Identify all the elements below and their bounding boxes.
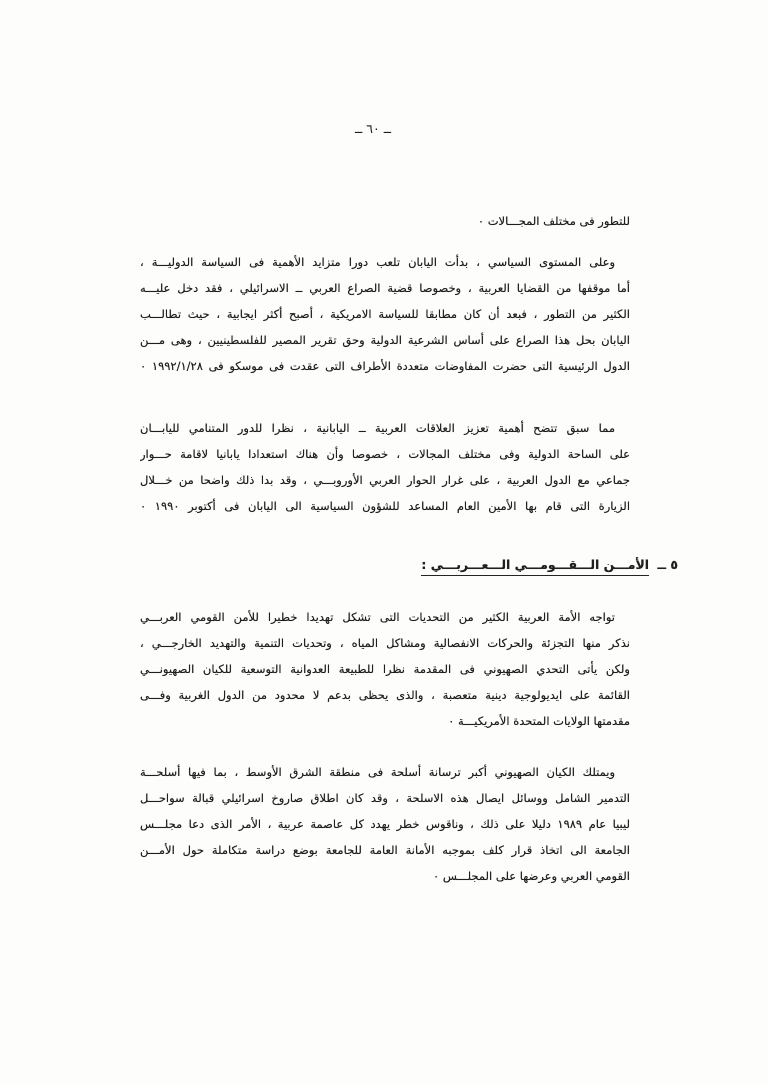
page-body — [140, 208, 678, 889]
section-number: ٥ ــ — [657, 557, 678, 572]
text-line: اليابان بحل هذا الصراع على أساس الشرعية الدولية وحق تقرير المصير للفلسطينيين ، وهى مـــن — [140, 333, 630, 347]
text-line: أما موقفها من القضايا العربية ، وخصوصا قضية الصراع العربي ــ الاسرائيلي ، فقد دخل عليـــه — [140, 281, 630, 295]
text-line: ويمتلك الكيان الصهيوني أكبر ترسانة أسلحة فى منطقة الشرق الأوسط ، بما فيها أسلحـــة — [140, 765, 615, 779]
text-line: ولكن يأتى التحدي الصهيوني فى المقدمة نظرا للطبيعة العدوانية التوسعية للكيان الصهيونـــي — [140, 662, 630, 676]
text-line: الكثير من التطور ، فبعد أن كان مطابقا للسياسة الامريكية ، أصبح أكثر ايجابية ، حيث تطالـــب — [140, 307, 630, 321]
text-line: وعلى المستوى السياسي ، بدأت اليابان تلعب دورا متزايد الأهمية فى السياسة الدوليـــة ، — [140, 255, 615, 269]
section-title: الأمـــن الـــقـــومـــي الـــعـــربـــي : — [421, 557, 649, 576]
paragraph — [140, 604, 630, 734]
page-number: ــ ٦٠ ــ — [354, 121, 392, 136]
text-line: القومي العربي وعرضها على المجلـــس ٠ — [433, 869, 630, 883]
text-line: جماعي مع الدول العربية ، على غرار الحوار العربي الأوروبـــي ، وقد بدا ذلك واضحا من خـــلال — [140, 473, 630, 487]
text-line: القائمة على ايديولوجية دينية متعصبة ، والذى يحظى بدعم لا محدود من الدول الغربية وفـــى — [140, 688, 630, 702]
text-line: الدول الرئيسية التى حضرت المفاوضات متعددة الأطراف التى عقدت فى موسكو فى ١٩٩٢/١/٢٨ ٠ — [140, 359, 630, 373]
text-line: الزيارة التى قام بها الأمين العام المساعد للشؤون السياسية الى اليابان فى أكتوبر ١٩٩٠ ٠ — [140, 499, 630, 513]
text-line: الجامعة الى اتخاذ قرار كلف بموجبه الأمانة العامة للجامعة بوضع دراسة متكاملة حول الأمـــن — [140, 843, 630, 857]
text-line: للتطور فى مختلف المجـــالات ٠ — [477, 214, 630, 228]
paragraph — [140, 249, 630, 379]
text-line: نذكر منها التجزئة والحركات الانفصالية ومشاكل المياه ، وتحديات التنمية والتهديد الخارجـــي ، — [140, 636, 630, 650]
text-line: ليبيا عام ١٩٨٩ دليلا على ذلك ، وناقوس خطر يهدد كل عاصمة عربية ، الأمر الذى دعا مجلـــس — [140, 817, 630, 831]
text-line: تواجه الأمة العربية الكثير من التحديات التى تشكل تهديدا خطيرا للأمن القومي العربـــي — [140, 610, 615, 624]
text-line: التدمير الشامل ووسائل ايصال هذه الاسلحة ، وقد كان اطلاق صاروخ اسرائيلي قبالة سواحـــل — [140, 791, 630, 805]
text-line: على الساحة الدولية وفى مختلف المجالات ، خصوصا وأن هناك استعدادا يابانيا لاقامة حـــوار — [140, 447, 630, 461]
text-line: مقدمتها الولايات المتحدة الأمريكيـــة ٠ — [448, 714, 630, 728]
paragraph-continuation — [140, 208, 630, 234]
section-heading — [140, 552, 678, 578]
paragraph — [140, 759, 630, 889]
paragraph — [140, 415, 630, 519]
text-line: مما سبق تتضح أهمية تعزيز العلاقات العربية ــ اليابانية ، نظرا للدور المتنامي لليابـــان — [140, 421, 615, 435]
